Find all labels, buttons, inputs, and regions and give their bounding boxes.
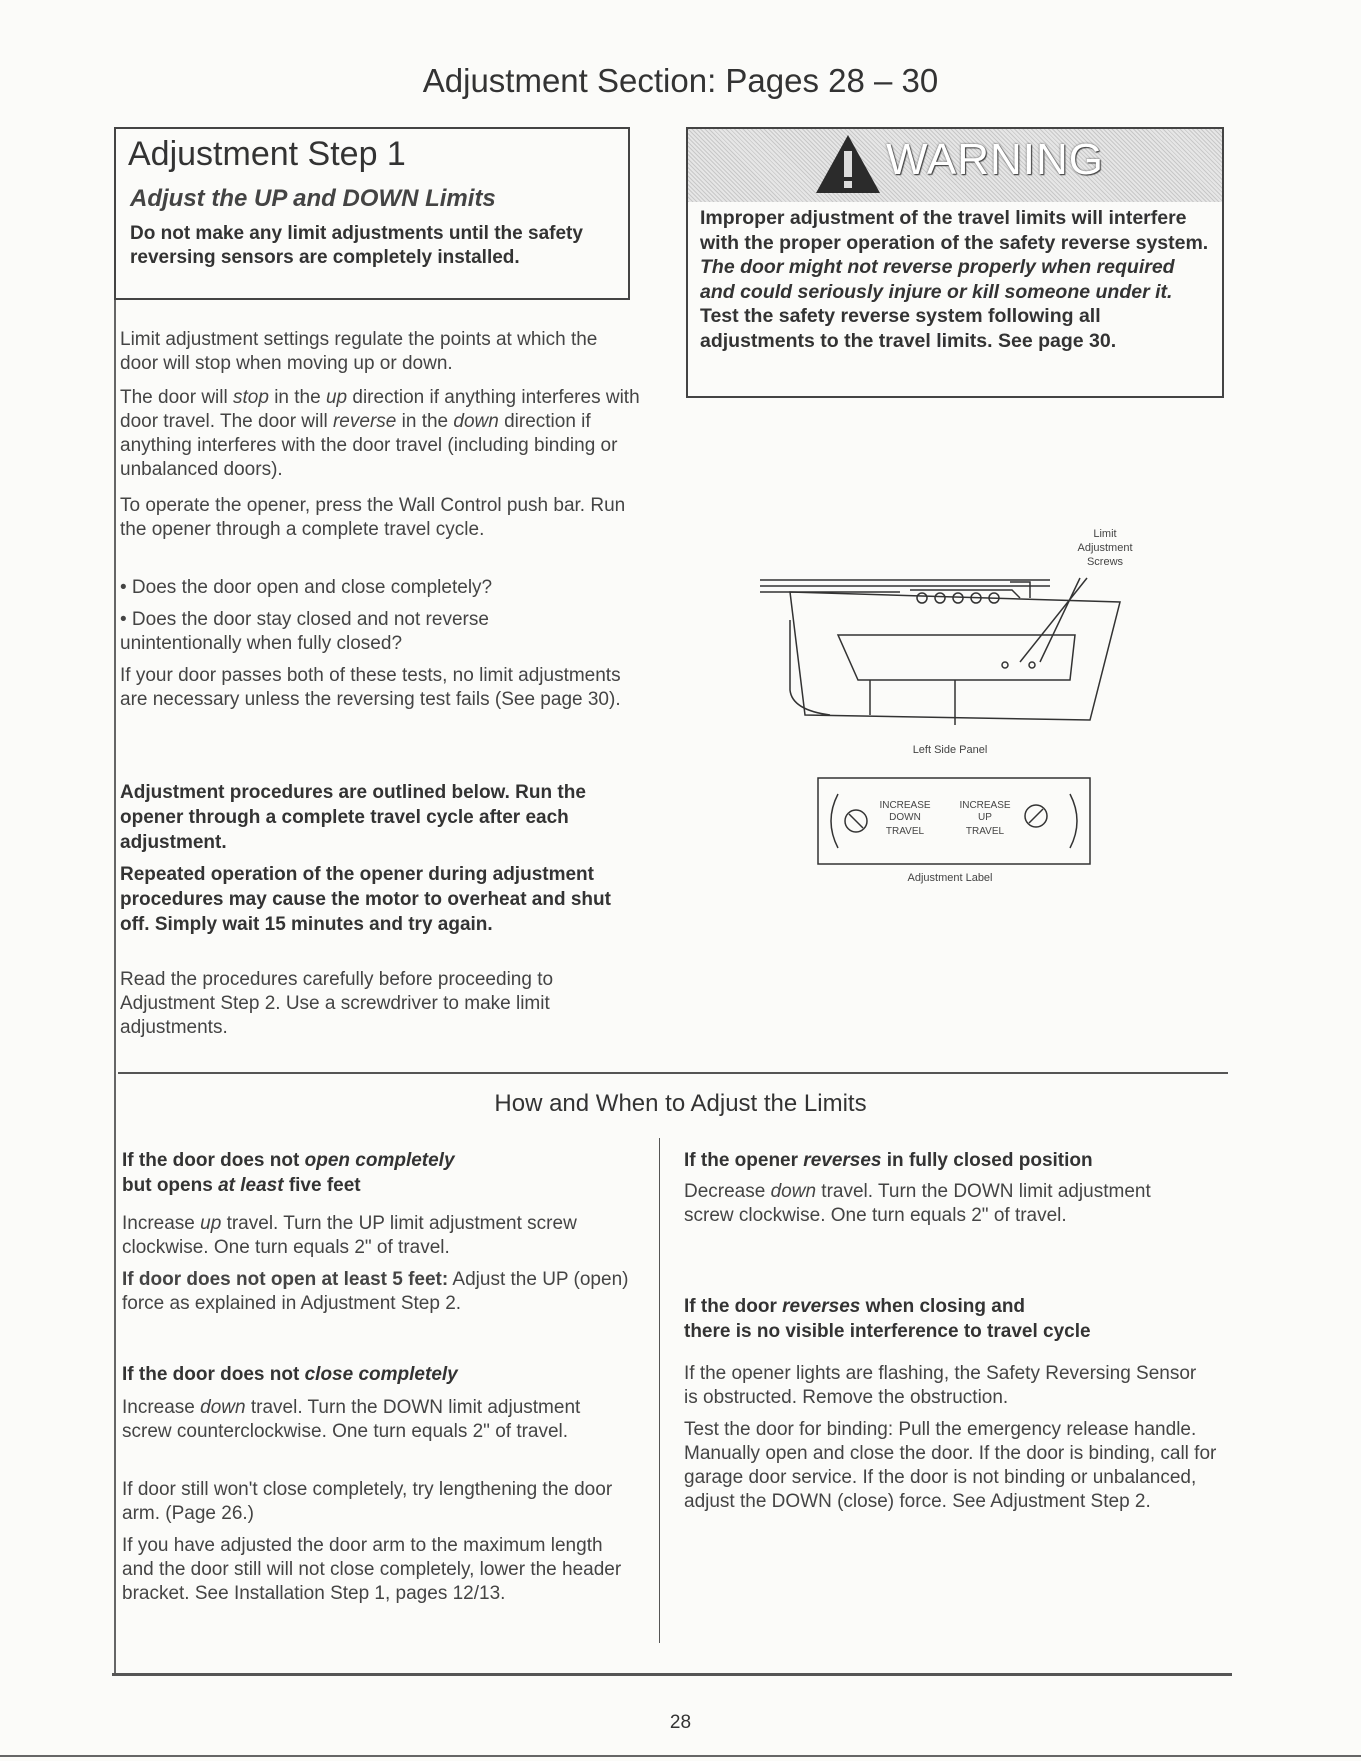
door-arm-text: If door still won't close completely, try lengthening the door arm. (Page 26.) bbox=[122, 1479, 613, 1524]
header-bracket-text: If you have adjusted the door arm to the maximum length and the door still will not close completely, lower the header bracket. See Installation Step 1, pages 12/13. bbox=[122, 1535, 622, 1604]
increase-up-label-2: UP bbox=[978, 812, 992, 823]
opener-diagram bbox=[750, 550, 1150, 735]
sensor-obstructed-text: If the opener lights are flashing, the Safety Reversing Sensor is obstructed. Remove the obstruction. bbox=[684, 1363, 1197, 1408]
close-completely-heading: If the door does not close completely bbox=[122, 1364, 458, 1385]
close-completely-text: Increase down travel. Turn the DOWN limit adjustment screw counterclockwise. One turn equals 2" of travel. bbox=[122, 1397, 581, 1442]
warning-label: WARNING bbox=[886, 135, 1105, 184]
screws-label-line-1: Limit bbox=[1093, 528, 1117, 540]
left-side-panel-label: Left Side Panel bbox=[912, 744, 988, 756]
reverses-closed-text: Decrease down travel. Turn the DOWN limit adjustment screw clockwise. One turn equals 2" of travel. bbox=[684, 1181, 1151, 1226]
intro-paragraph-2: The door will stop in the up direction if anything interferes with door travel. The door will reverse in the down direction if anything interferes with the door travel (including binding or unbalanced doors). bbox=[120, 387, 640, 480]
increase-up-label-3: TRAVEL bbox=[965, 826, 1005, 837]
intro-bullet-1: • Does the door open and close completely? bbox=[120, 577, 493, 598]
bottom-rule bbox=[112, 1673, 1232, 1676]
reverses-closed-heading: If the opener reverses in fully closed position bbox=[684, 1150, 1093, 1171]
warning-box bbox=[686, 127, 1224, 398]
intro-paragraph-4: If your door passes both of these tests, no limit adjustments are necessary unless the reversing test fails (See page 30). bbox=[120, 665, 621, 710]
open-completely-text: Increase up travel. Turn the UP limit adjustment screw clockwise. One turn equals 2" of travel. bbox=[122, 1213, 577, 1258]
binding-test-text: Test the door for binding: Pull the emergency release handle. Manually open and close the door. If the door is binding, call for garage door service. If the door is not binding or unbalanced, adjust the DOWN (close) force. See Adjustment Step 2. bbox=[684, 1419, 1217, 1512]
page-number: 28 bbox=[669, 1712, 692, 1733]
intro-paragraph-3: To operate the opener, press the Wall Control push bar. Run the opener through a complete travel cycle. bbox=[120, 495, 626, 540]
warning-triangle-icon bbox=[814, 133, 882, 195]
intro-bullet-2: • Does the door stay closed and not reverse unintentionally when fully closed? bbox=[120, 609, 489, 654]
intro-paragraph-1: Limit adjustment settings regulate the points at which the door will stop when moving up or down. bbox=[120, 329, 598, 374]
increase-down-label-1: INCREASE bbox=[879, 800, 931, 811]
column-divider bbox=[659, 1138, 660, 1643]
step-box bbox=[114, 127, 630, 300]
step-title: Adjustment Step 1 bbox=[128, 135, 406, 173]
increase-down-label-2: DOWN bbox=[889, 812, 921, 823]
procedure-note: Adjustment procedures are outlined below. Run the opener through a complete travel cycle after each adjustment. bbox=[120, 782, 586, 853]
increase-down-label-3: TRAVEL bbox=[885, 826, 925, 837]
left-page-edge bbox=[114, 300, 116, 1673]
intro-paragraph-5: Read the procedures carefully before proceeding to Adjustment Step 2. Use a screwdriver to make limit adjustments. bbox=[120, 969, 554, 1038]
adjustment-label-caption: Adjustment Label bbox=[907, 872, 993, 884]
five-feet-text: If door does not open at least 5 feet: Adjust the UP (open) force as explained in Adjustment Step 2. bbox=[122, 1269, 629, 1314]
warning-text: Improper adjustment of the travel limits will interfere with the proper operation of the safety reverse system. The door might not reverse properly when required and could seriously injure or kill someone under it. Test the safety reverse system following all adjustments to the travel limits. See page 30. bbox=[700, 207, 1209, 352]
step-note: Do not make any limit adjustments until the safety reversing sensors are completely installed. bbox=[130, 223, 583, 268]
overheat-note: Repeated operation of the opener during adjustment procedures may cause the motor to overheat and shut off. Simply wait 15 minutes and try again. bbox=[120, 864, 611, 935]
bottom-page-edge bbox=[0, 1755, 1361, 1757]
step-subtitle: Adjust the UP and DOWN Limits bbox=[130, 185, 496, 212]
screws-label-line-2: Adjustment bbox=[1077, 542, 1133, 554]
open-completely-heading: If the door does not open completely but opens at least five feet bbox=[122, 1150, 455, 1196]
section-divider bbox=[118, 1072, 1228, 1074]
screws-label-line-3: Screws bbox=[1086, 556, 1124, 568]
increase-up-label-1: INCREASE bbox=[959, 800, 1011, 811]
how-when-heading: How and When to Adjust the Limits bbox=[494, 1090, 867, 1117]
section-title: Adjustment Section: Pages 28 – 30 bbox=[422, 62, 939, 99]
warning-header bbox=[688, 129, 1222, 202]
reverses-closing-heading: If the door reverses when closing and there is no visible interference to travel cycle bbox=[684, 1296, 1091, 1342]
